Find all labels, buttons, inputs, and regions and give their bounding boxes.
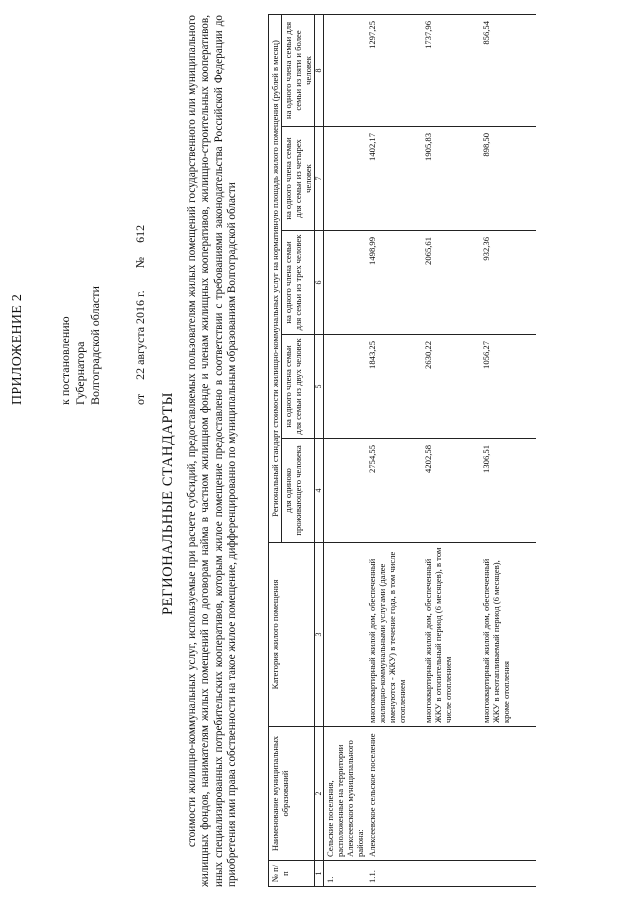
row-value: 1905,83 xyxy=(422,127,480,231)
column-index: 5 xyxy=(315,335,324,439)
row-value: 1843,25 xyxy=(366,335,422,439)
header-cell-family-two: на одного члена семьи для семьи из двух человек xyxy=(282,335,315,439)
table-row xyxy=(480,14,536,886)
row-value: 932,36 xyxy=(480,231,536,335)
row-value: 1402,17 xyxy=(366,127,422,231)
column-index: 4 xyxy=(315,439,324,543)
header-cell-single: для одиноко проживающего человека xyxy=(282,439,315,543)
row-municipality: Алексеевское сельское поселение xyxy=(366,727,422,861)
row-value xyxy=(324,127,367,231)
row-value xyxy=(324,14,367,126)
header-cell-family-five: на одного члена семьи для семьи из пяти и более человек xyxy=(282,14,315,126)
date-prefix: от xyxy=(133,393,147,405)
header-line: к постановлению xyxy=(58,316,72,405)
standards-table xyxy=(268,14,536,887)
row-value: 2630,22 xyxy=(422,335,480,439)
column-index-row xyxy=(315,14,324,886)
row-value xyxy=(324,439,367,543)
row-value: 898,50 xyxy=(480,127,536,231)
header-cell-standard-group: Региональный стандарт стоимости жилищно-коммунальных услуг на нормативную площадь жилого помещения (рублей в месяц) xyxy=(269,14,282,542)
table-row xyxy=(422,14,480,886)
row-value: 1737,96 xyxy=(422,14,480,126)
document-title: РЕГИОНАЛЬНЫЕ СТАНДАРТЫ xyxy=(160,391,176,615)
header-cell-number: № п/п xyxy=(269,861,315,887)
row-value: 1056,27 xyxy=(480,335,536,439)
column-index: 6 xyxy=(315,231,324,335)
row-number: 1. xyxy=(324,861,367,887)
column-index: 8 xyxy=(315,14,324,126)
row-value: 1498,99 xyxy=(366,231,422,335)
row-value: 1306,51 xyxy=(480,439,536,543)
header-block xyxy=(58,286,103,405)
column-index: 1 xyxy=(315,861,324,887)
row-value: 856,54 xyxy=(480,14,536,126)
header-cell-family-four: на одного члена семьи для семьи из четырех человек xyxy=(282,127,315,231)
row-category: многоквартирный жилой дом, обеспеченный ЖКУ в отопительный период (6 месяцев), в том числе отоплением xyxy=(422,543,480,727)
decree-date-line xyxy=(133,225,148,405)
header-line: Губернатора xyxy=(73,341,87,405)
row-value xyxy=(324,335,367,439)
column-index: 3 xyxy=(315,543,324,727)
header-cell-municipality: Наименование муниципальных образований xyxy=(269,727,315,861)
appendix-title: ПРИЛОЖЕНИЕ 2 xyxy=(10,293,25,405)
table-row xyxy=(324,14,367,886)
row-category xyxy=(324,543,367,727)
decree-date: 22 августа 2016 г. xyxy=(133,290,147,380)
row-number: 1.1. xyxy=(366,861,422,887)
intro-paragraph: стоимости жилищно-коммунальных услуг, используемые при расчете субсидий, предоставляемых пользователям жилых помещений государственного или муниципального жилищных фондов, нанимателям жилых помещений по договорам найма в частном жилищном фонде и членам жилищных кооперативов, жилищно-строительных кооперативов, иных специализированных потребительских кооперативов, которым жилое помещение предоставлено в соответствии с требованиями законодательства Российской Федерации до приобретения ими права собственности на такое жилое помещение, дифференцированно по муниципальным образованиям Волгоградской области xyxy=(186,15,239,887)
row-value: 4202,58 xyxy=(422,439,480,543)
header-cell-category: Категория жилого помещения xyxy=(269,543,315,727)
table-row xyxy=(366,14,422,886)
column-index: 7 xyxy=(315,127,324,231)
row-value xyxy=(324,231,367,335)
row-value: 2065,61 xyxy=(422,231,480,335)
column-index: 2 xyxy=(315,727,324,861)
header-cell-family-three: на одного члена семьи для семьи из трех человек xyxy=(282,231,315,335)
row-category: многоквартирный жилой дом, обеспеченный жилищно-коммунальными услугами (далее именуются - ЖКУ) в течение года, в том числе отоплением xyxy=(366,543,422,727)
row-municipality: Сельские поселения, расположенные на территории Алексеевского муниципального района: xyxy=(324,727,367,861)
decree-number: 612 xyxy=(133,224,147,243)
number-sign: № xyxy=(133,256,147,269)
header-line: Волгоградской области xyxy=(88,286,102,405)
row-category: многоквартирный жилой дом, обеспеченный ЖКУ в неотапливаемый период (6 месяцев), кроме отопления xyxy=(480,543,536,727)
row-value: 2754,55 xyxy=(366,439,422,543)
row-value: 1297,25 xyxy=(366,14,422,126)
